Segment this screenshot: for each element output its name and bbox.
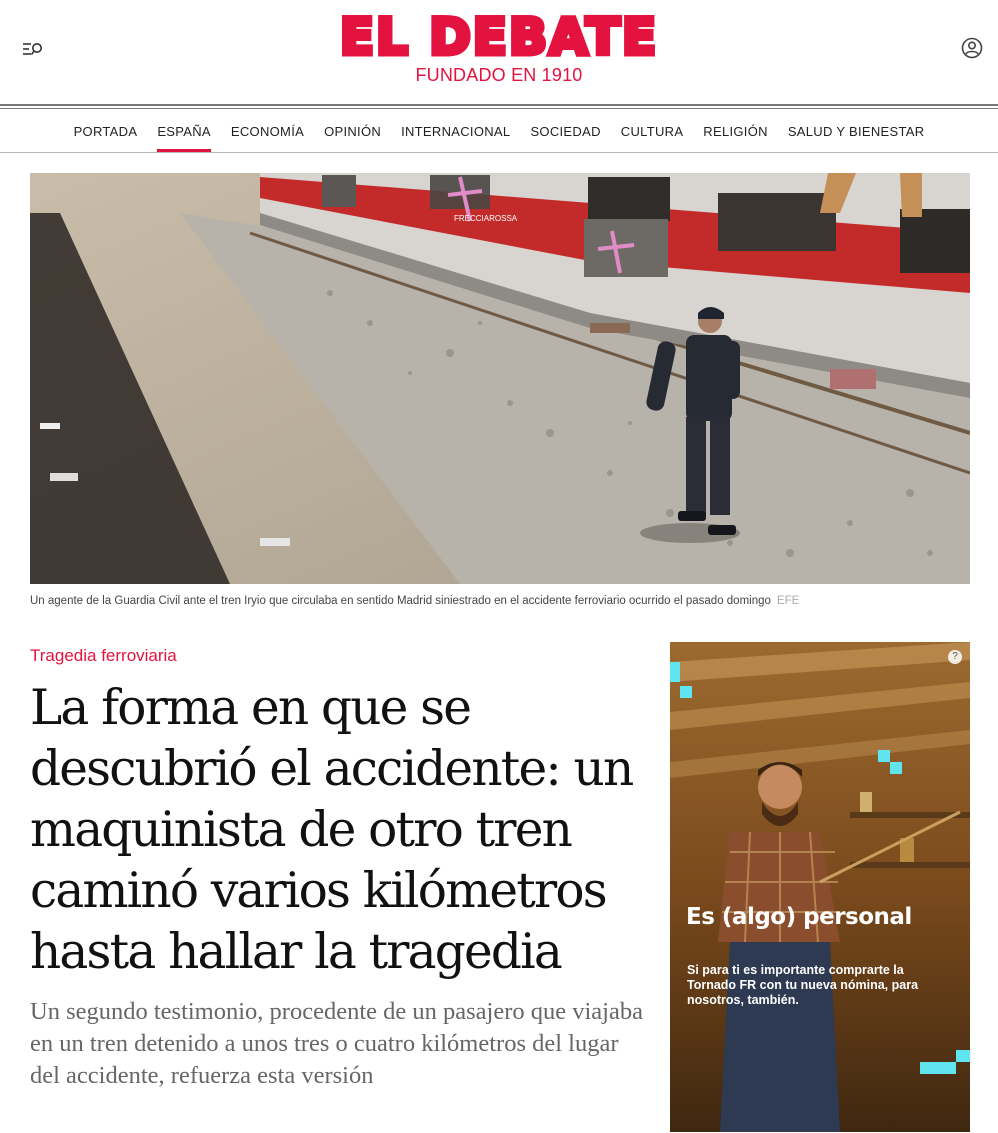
section-nav: [0, 109, 998, 153]
hero-caption: [30, 595, 970, 607]
article-headline[interactable]: La forma en que se descubrió el accidente: un maquinista de otro tren caminó varios kilómetros hasta hallar la tragedia: [30, 680, 633, 980]
site-logo[interactable]: [292, 10, 706, 90]
hero-caption-text: Un agente de la Guardia Civil ante el tren Iryio que circulaba en sentido Madrid siniestrado en el accidente ferroviario ocurrido el pasado domingo: [30, 595, 771, 607]
ad-info-icon[interactable]: ?: [948, 650, 962, 664]
site-header: [0, 0, 998, 104]
nav-item-espana[interactable]: ESPAÑA: [157, 109, 211, 153]
ad-tagline-highlight: (algo): [721, 904, 796, 930]
ad-body-text: Si para ti es importante comprarte la Tornado FR con tu nueva nómina, para nosotros, también.: [687, 963, 919, 1007]
nav-item-salud-bienestar[interactable]: SALUD Y BIENESTAR: [787, 124, 925, 139]
user-account-icon[interactable]: [960, 36, 984, 60]
article-kicker[interactable]: Tragedia ferroviaria: [30, 646, 177, 665]
train-branding-text: FRECCIAROSSA: [454, 214, 518, 223]
photo-credit: EFE: [776, 595, 800, 607]
ad-background-image: [670, 642, 970, 1132]
nav-item-opinion[interactable]: OPINIÓN: [324, 124, 382, 139]
advertisement[interactable]: [670, 642, 970, 1132]
logo-tagline: FUNDADO EN 1910: [415, 65, 583, 85]
nav-item-economia[interactable]: ECONOMÍA: [230, 124, 305, 139]
ad-tagline-pre: Es: [686, 904, 722, 930]
nav-item-cultura[interactable]: CULTURA: [620, 124, 684, 139]
hero-image[interactable]: [30, 173, 970, 584]
article-subhead: Un segundo testimonio, procedente de un pasajero que viajaba en un tren detenido a unos tres o cuatro kilómetros del lugar del accidente, refuerza esta versión: [30, 998, 643, 1089]
menu-search-icon[interactable]: [20, 38, 46, 60]
nav-item-portada[interactable]: PORTADA: [73, 124, 138, 139]
nav-item-religion[interactable]: RELIGIÓN: [703, 124, 768, 139]
header-divider: [0, 104, 998, 106]
ad-tagline-post: personal: [795, 904, 912, 930]
nav-item-sociedad[interactable]: SOCIEDAD: [530, 124, 601, 139]
nav-item-internacional[interactable]: INTERNACIONAL: [401, 124, 511, 139]
logo-wordmark: EL DEBATE: [339, 8, 659, 66]
ad-tagline: [686, 904, 966, 930]
nav-divider: [0, 152, 998, 153]
